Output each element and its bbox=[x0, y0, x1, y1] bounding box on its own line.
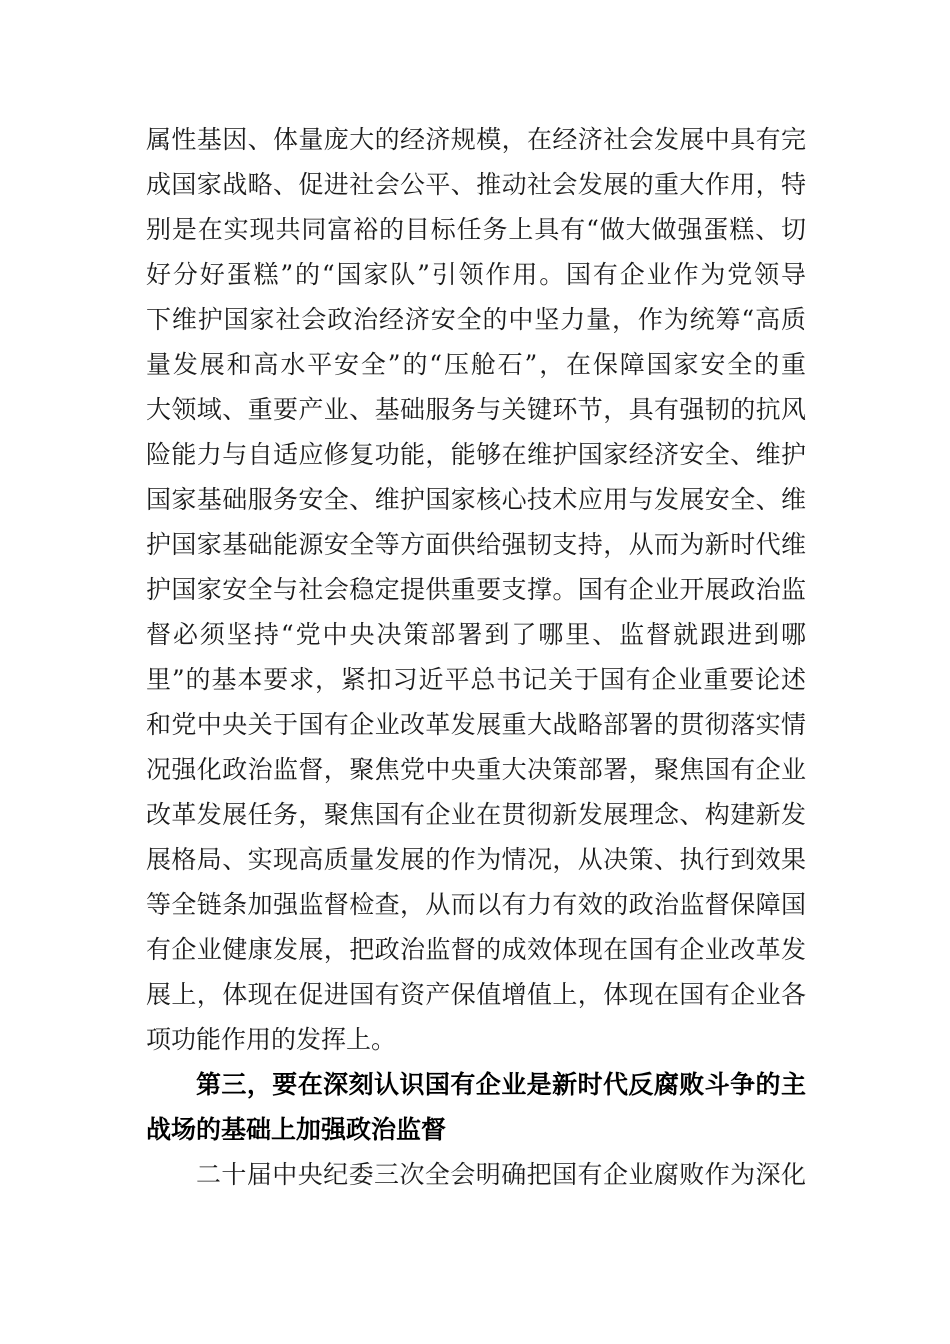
paragraph-line: 成国家战略、促进社会公平、推动社会发展的重大作用，特 bbox=[146, 170, 806, 199]
paragraph-line: 属性基因、体量庞大的经济规模，在经济社会发展中具有完 bbox=[146, 125, 806, 154]
paragraph-line: 项功能作用的发挥上。 bbox=[146, 1025, 397, 1054]
paragraph-line: 大领域、重要产业、基础服务与关键环节，具有强韧的抗风 bbox=[146, 395, 806, 424]
section-heading: 战场的基础上加强政治监督 bbox=[146, 1115, 447, 1144]
paragraph-line: 和党中央关于国有企业改革发展重大战略部署的贯彻落实情 bbox=[146, 710, 806, 739]
paragraph-line: 下维护国家社会政治经济安全的中坚力量，作为统筹“高质 bbox=[146, 305, 806, 334]
paragraph-line: 护国家安全与社会稳定提供重要支撑。国有企业开展政治监 bbox=[146, 575, 806, 604]
paragraph-line: 改革发展任务，聚焦国有企业在贯彻新发展理念、构建新发 bbox=[146, 800, 806, 829]
section-heading: 第三，要在深刻认识国有企业是新时代反腐败斗争的主 bbox=[196, 1070, 806, 1099]
paragraph-line: 好分好蛋糕”的“国家队”引领作用。国有企业作为党领导 bbox=[146, 260, 806, 289]
paragraph-line: 等全链条加强监督检查，从而以有力有效的政治监督保障国 bbox=[146, 890, 806, 919]
paragraph-line: 别是在实现共同富裕的目标任务上具有“做大做强蛋糕、切 bbox=[146, 215, 806, 244]
paragraph-line: 督必须坚持“党中央决策部署到了哪里、监督就跟进到哪 bbox=[146, 620, 806, 649]
paragraph-line: 里”的基本要求，紧扣习近平总书记关于国有企业重要论述 bbox=[146, 665, 806, 694]
paragraph-line: 有企业健康发展，把政治监督的成效体现在国有企业改革发 bbox=[146, 935, 806, 964]
paragraph-line: 展上，体现在促进国有资产保值增值上，体现在国有企业各 bbox=[146, 980, 806, 1009]
paragraph-line: 险能力与自适应修复功能，能够在维护国家经济安全、维护 bbox=[146, 440, 806, 469]
paragraph-line: 国家基础服务安全、维护国家核心技术应用与发展安全、维 bbox=[146, 485, 806, 514]
paragraph-line: 二十届中央纪委三次全会明确把国有企业腐败作为深化 bbox=[196, 1160, 806, 1189]
paragraph-line: 护国家基础能源安全等方面供给强韧支持，从而为新时代维 bbox=[146, 530, 806, 559]
paragraph-line: 况强化政治监督，聚焦党中央重大决策部署，聚焦国有企业 bbox=[146, 755, 806, 784]
paragraph-line: 量发展和高水平安全”的“压舱石”，在保障国家安全的重 bbox=[146, 350, 806, 379]
paragraph-line: 展格局、实现高质量发展的作为情况，从决策、执行到效果 bbox=[146, 845, 806, 874]
